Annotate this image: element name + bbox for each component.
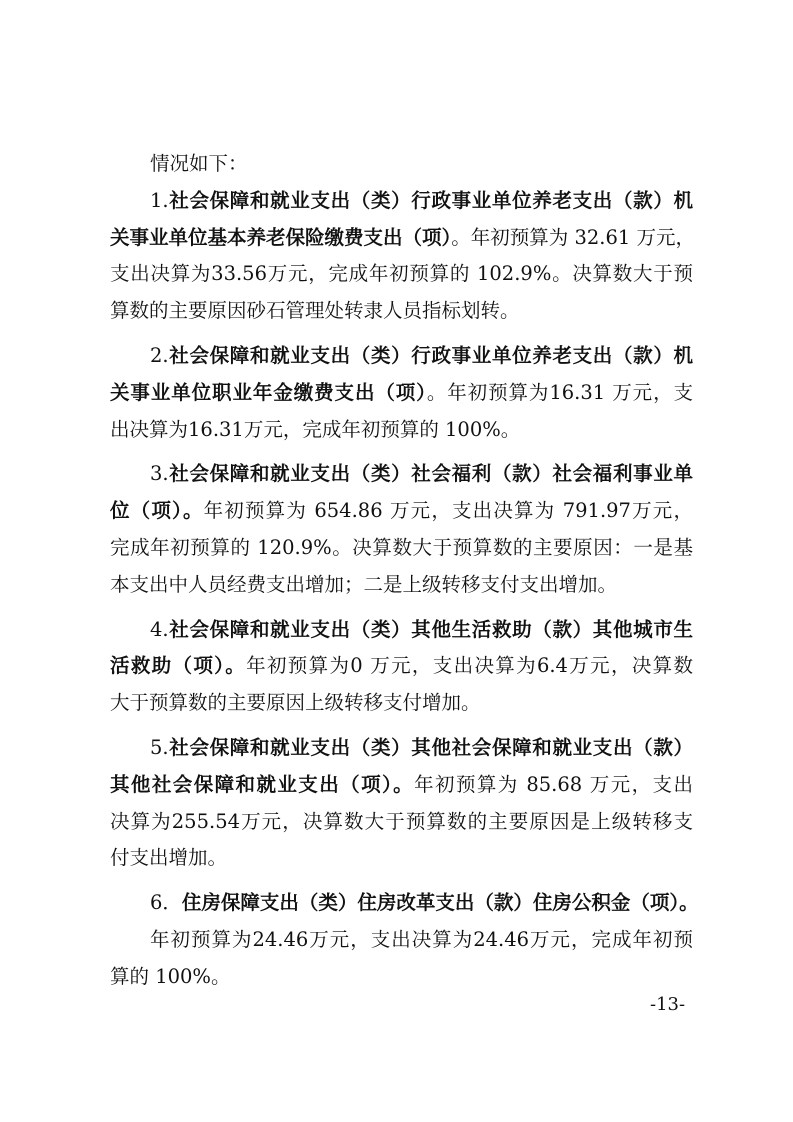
paragraph-line: 本支出中人员经费支出增加；二是上级转移支付支出增加。 [110, 572, 618, 596]
paragraph-line [110, 220, 693, 257]
item-heading: 关事业单位职业年金缴费支出（项） [110, 380, 427, 404]
item-number: 5. [150, 735, 169, 759]
paragraph-line: 年初预算为24.46万元，支出决算为24.46万元，完成年初预 [150, 927, 693, 951]
item-heading: 其他社会保障和就业支出（项）。 [110, 772, 415, 796]
paragraph-item-6 [110, 885, 699, 995]
paragraph-line: 大于预算数的主要原因上级转移支付增加。 [110, 691, 481, 715]
item-number: 3. [150, 462, 169, 486]
item-heading: 关事业单位基本养老保险缴费支出（项） [110, 225, 452, 249]
item-heading: 社会保障和就业支出（类）行政事业单位养老支出（款）机 [168, 188, 693, 212]
paragraph-line: 算的 100%。 [110, 964, 231, 988]
item-heading: 社会保障和就业支出（类）其他生活救助（款）其他城市生 [168, 617, 693, 641]
item-text: 年初预算为 85.68 万元，支出 [414, 772, 693, 796]
paragraph-item-3 [110, 456, 693, 603]
paragraph-line [110, 648, 693, 685]
intro-text: 情况如下： [150, 152, 248, 175]
paragraph-line [110, 612, 693, 649]
paragraph-item-5 [110, 730, 693, 877]
item-text: 。年初预算为 32.61 万元， [451, 225, 695, 249]
paragraph-line: 完成年初预算的 120.9%。决算数大于预算数的主要原因：一是基 [110, 535, 693, 559]
item-heading: 社会保障和就业支出（类）行政事业单位养老支出（款）机 [168, 343, 693, 367]
paragraph-line: 决算为255.54万元，决算数大于预算数的主要原因是上级转移支 [110, 809, 693, 833]
paragraph-line: 算数的主要原因砂石管理处转隶人员指标划转。 [110, 299, 520, 323]
page-number: -13- [650, 994, 686, 1015]
paragraph-line: 付支出增加。 [110, 846, 228, 870]
item-text: 年初预算为0 万元，支出决算为6.4万元，决算数 [246, 654, 693, 678]
item-heading: 住房保障支出（类）住房改革支出（款）住房公积金（项）。 [181, 891, 699, 915]
paragraph-item-2 [110, 338, 693, 448]
paragraph-line: 出决算为16.31万元，完成年初预算的 100%。 [110, 417, 521, 441]
item-heading: 位（项）。 [110, 499, 204, 523]
item-number: 6． [150, 891, 182, 915]
item-text: 。年初预算为16.31 万元，支 [426, 380, 693, 404]
item-number: 2. [150, 343, 169, 367]
item-heading: 社会保障和就业支出（类）社会福利（款）社会福利事业单 [168, 462, 693, 486]
paragraph-line [110, 730, 693, 767]
paragraph-line [110, 885, 699, 922]
item-number: 1. [150, 188, 169, 212]
paragraph-line [110, 183, 693, 220]
item-text: 年初预算为 654.86 万元，支出决算为 791.97万元， [203, 499, 693, 523]
paragraph-line [110, 493, 693, 530]
paragraph-item-1 [110, 183, 693, 330]
document-body [110, 146, 699, 996]
paragraph-line [110, 767, 693, 804]
item-heading: 社会保障和就业支出（类）其他社会保障和就业支出（款） [168, 735, 693, 759]
paragraph-line [110, 456, 693, 493]
item-heading: 活救助（项）。 [110, 654, 247, 678]
paragraph-line [110, 338, 693, 375]
paragraph-line: 支出决算为33.56万元，完成年初预算的 102.9%。决算数大于预 [110, 262, 693, 286]
paragraph-line [110, 375, 693, 412]
paragraph-item-4 [110, 612, 693, 722]
item-number: 4. [150, 617, 169, 641]
